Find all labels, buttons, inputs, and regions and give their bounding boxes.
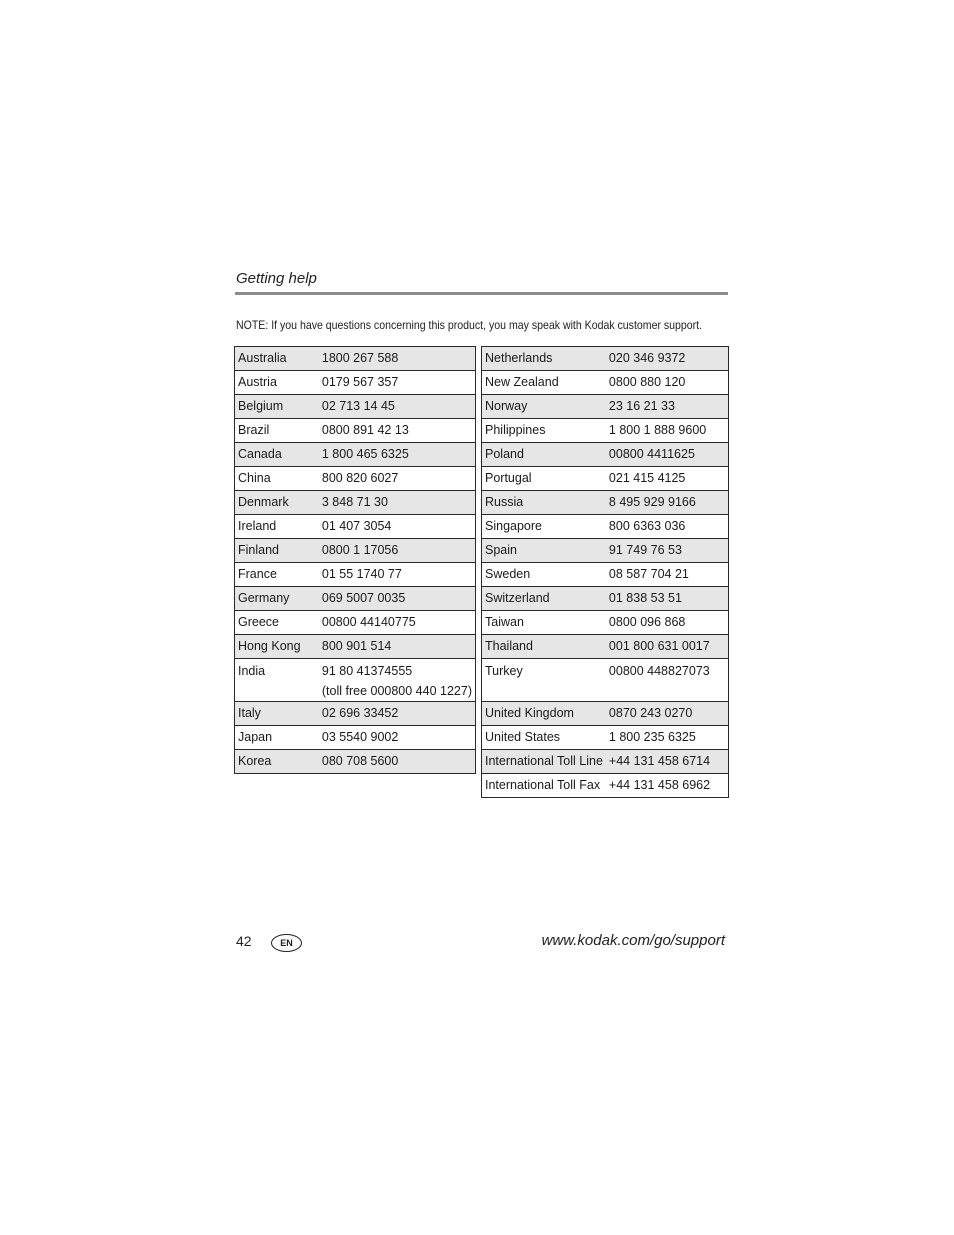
country-cell: [482, 750, 606, 774]
country-cell: [235, 491, 319, 515]
phone-cell: [606, 515, 729, 539]
table-row: [482, 587, 729, 611]
phone-cell: [319, 611, 476, 635]
phone-cell: [319, 539, 476, 563]
phone-cell: [319, 635, 476, 659]
country-name: Ireland: [238, 519, 277, 533]
support-phone-table-left: [234, 346, 476, 774]
phone-cell: [606, 587, 729, 611]
phone-cell: [606, 611, 729, 635]
country-name: Portugal: [485, 471, 532, 485]
phone-cell: [606, 774, 729, 798]
phone-number: 00800 448827073: [608, 664, 710, 678]
table-row: [482, 635, 729, 659]
phone-number: 91 80 41374555: [321, 664, 413, 678]
phone-number: 1 800 465 6325: [321, 447, 409, 461]
country-cell: [235, 395, 319, 419]
phone-cell: [319, 419, 476, 443]
table-row: [482, 702, 729, 726]
country-name: Spain: [485, 543, 517, 557]
phone-number: +44 131 458 6962: [608, 778, 711, 792]
table-row: [482, 750, 729, 774]
country-cell: [235, 702, 319, 726]
phone-cell: [319, 702, 476, 726]
language-badge-icon: EN: [271, 934, 302, 952]
country-name: Germany: [238, 591, 290, 605]
table-row: [482, 659, 729, 702]
table-row: [235, 443, 476, 467]
phone-cell: [319, 726, 476, 750]
phone-number: 1 800 1 888 9600: [608, 423, 707, 437]
phone-cell: [319, 563, 476, 587]
phone-cell: [606, 443, 729, 467]
country-name: Netherlands: [485, 351, 553, 365]
table-row: [235, 635, 476, 659]
phone-number: 08 587 704 21: [608, 567, 689, 581]
phone-number: 02 696 33452: [321, 706, 399, 720]
table-row: [235, 419, 476, 443]
phone-number: 01 407 3054: [321, 519, 392, 533]
phone-cell: [319, 587, 476, 611]
table-row: [482, 726, 729, 750]
country-cell: [235, 563, 319, 587]
phone-number: 0800 1 17056: [321, 543, 399, 557]
country-cell: [482, 419, 606, 443]
phone-cell: [606, 726, 729, 750]
country-cell: [482, 443, 606, 467]
country-name: Sweden: [485, 567, 531, 581]
phone-cell: [319, 515, 476, 539]
table-row: [482, 467, 729, 491]
phone-cell: [606, 635, 729, 659]
table-row: [235, 563, 476, 587]
phone-number: 03 5540 9002: [321, 730, 399, 744]
country-name: United States: [485, 730, 561, 744]
phone-number: 0179 567 357: [321, 375, 399, 389]
page-section-title: Getting help: [236, 270, 317, 287]
phone-cell: [606, 539, 729, 563]
country-name: Turkey: [485, 664, 523, 678]
phone-cell: [606, 659, 729, 702]
table-row: [235, 347, 476, 371]
country-cell: [482, 726, 606, 750]
country-cell: [482, 395, 606, 419]
country-name: Italy: [238, 706, 261, 720]
table-row: [482, 347, 729, 371]
table-row: [482, 539, 729, 563]
country-cell: [482, 563, 606, 587]
phone-number: 001 800 631 0017: [608, 639, 710, 653]
table-row: [482, 774, 729, 798]
table-row: [235, 726, 476, 750]
phone-number: 1800 267 588: [321, 351, 399, 365]
country-cell: [482, 774, 606, 798]
phone-number: 0870 243 0270: [608, 706, 693, 720]
country-name: Austria: [238, 375, 277, 389]
phone-number: 021 415 4125: [608, 471, 686, 485]
country-name: Brazil: [238, 423, 270, 437]
phone-number: 0800 880 120: [608, 375, 686, 389]
phone-number: 1 800 235 6325: [608, 730, 696, 744]
country-cell: [235, 347, 319, 371]
support-url[interactable]: www.kodak.com/go/support: [541, 932, 725, 949]
country-cell: [235, 587, 319, 611]
page-number: 42: [236, 933, 252, 949]
country-name: Singapore: [485, 519, 542, 533]
country-cell: [482, 659, 606, 702]
phone-cell: [319, 347, 476, 371]
phone-cell: [319, 491, 476, 515]
phone-number: 080 708 5600: [321, 754, 399, 768]
phone-cell: [606, 395, 729, 419]
support-phone-table-right: [481, 346, 729, 798]
country-name: Greece: [238, 615, 279, 629]
table-row: [235, 371, 476, 395]
country-name: Denmark: [238, 495, 289, 509]
table-row: [235, 539, 476, 563]
phone-number: 01 838 53 51: [608, 591, 682, 605]
table-row: [482, 611, 729, 635]
phone-cell: [606, 563, 729, 587]
phone-cell: [319, 659, 476, 702]
table-row: [235, 395, 476, 419]
country-name: International Toll Line: [485, 754, 603, 768]
phone-number: 0800 891 42 13: [321, 423, 409, 437]
table-row: [482, 491, 729, 515]
table-row: [235, 611, 476, 635]
country-name: Switzerland: [485, 591, 550, 605]
table-row: [482, 443, 729, 467]
phone-cell: [319, 467, 476, 491]
country-name: France: [238, 567, 277, 581]
phone-cell: [606, 347, 729, 371]
country-cell: [235, 635, 319, 659]
phone-cell: [319, 443, 476, 467]
country-name: International Toll Fax: [485, 778, 601, 792]
header-divider: [235, 292, 728, 295]
table-row: [235, 702, 476, 726]
phone-number: [609, 681, 725, 701]
country-cell: [482, 347, 606, 371]
country-cell: [235, 726, 319, 750]
table-row: [235, 750, 476, 774]
country-name: Norway: [485, 399, 528, 413]
phone-cell: [319, 395, 476, 419]
country-cell: [482, 702, 606, 726]
country-name: United Kingdom: [485, 706, 574, 720]
phone-number: 800 820 6027: [321, 471, 399, 485]
phone-number: 8 495 929 9166: [608, 495, 696, 509]
country-name: Korea: [238, 754, 272, 768]
phone-cell: [319, 371, 476, 395]
table-row: [482, 419, 729, 443]
country-name: Belgium: [238, 399, 284, 413]
phone-cell: [606, 467, 729, 491]
country-name: Poland: [485, 447, 524, 461]
country-name: Philippines: [485, 423, 546, 437]
country-cell: [482, 371, 606, 395]
phone-number: 23 16 21 33: [608, 399, 675, 413]
country-name: Russia: [485, 495, 524, 509]
country-name: China: [238, 471, 271, 485]
country-cell: [235, 515, 319, 539]
country-name: Japan: [238, 730, 273, 744]
country-name: New Zealand: [485, 375, 559, 389]
table-row: [235, 515, 476, 539]
phone-cell: [606, 419, 729, 443]
phone-cell: [606, 750, 729, 774]
country-cell: [482, 491, 606, 515]
phone-number: 02 713 14 45: [321, 399, 395, 413]
country-cell: [235, 419, 319, 443]
country-cell: [482, 587, 606, 611]
phone-number: 800 6363 036: [608, 519, 686, 533]
country-cell: [235, 750, 319, 774]
country-name: Thailand: [485, 639, 533, 653]
phone-cell: [606, 491, 729, 515]
country-cell: [482, 515, 606, 539]
country-name: Taiwan: [485, 615, 524, 629]
phone-number: 069 5007 0035: [321, 591, 406, 605]
phone-number: 00800 4411625: [608, 447, 695, 461]
country-name: India: [238, 664, 266, 678]
phone-number: 91 749 76 53: [608, 543, 682, 557]
phone-number: 020 346 9372: [608, 351, 686, 365]
phone-number: 0800 096 868: [608, 615, 686, 629]
phone-cell: [606, 702, 729, 726]
country-name: Canada: [238, 447, 282, 461]
country-name: Hong Kong: [238, 639, 301, 653]
phone-number: (toll free 000800 440 1227): [321, 684, 472, 698]
phone-number: 01 55 1740 77: [321, 567, 402, 581]
country-cell: [482, 611, 606, 635]
phone-cell: [319, 750, 476, 774]
country-cell: [235, 659, 319, 702]
table-row: [235, 467, 476, 491]
table-row: [235, 491, 476, 515]
table-row: [482, 515, 729, 539]
phone-number: 800 901 514: [321, 639, 392, 653]
country-name: Australia: [238, 351, 287, 365]
phone-number: 3 848 71 30: [321, 495, 388, 509]
table-row: [482, 563, 729, 587]
phone-cell: [606, 371, 729, 395]
country-cell: [235, 611, 319, 635]
country-cell: [235, 371, 319, 395]
phone-number: +44 131 458 6714: [608, 754, 711, 768]
table-row: [235, 659, 476, 702]
country-cell: [482, 635, 606, 659]
country-name: Finland: [238, 543, 279, 557]
table-row: [482, 395, 729, 419]
phone-number: 00800 44140775: [321, 615, 416, 629]
support-note: NOTE: If you have questions concerning this product, you may speak with Kodak customer support.: [236, 318, 703, 332]
country-cell: [482, 467, 606, 491]
table-row: [235, 587, 476, 611]
country-cell: [482, 539, 606, 563]
country-cell: [235, 467, 319, 491]
country-cell: [235, 539, 319, 563]
country-cell: [235, 443, 319, 467]
table-row: [482, 371, 729, 395]
